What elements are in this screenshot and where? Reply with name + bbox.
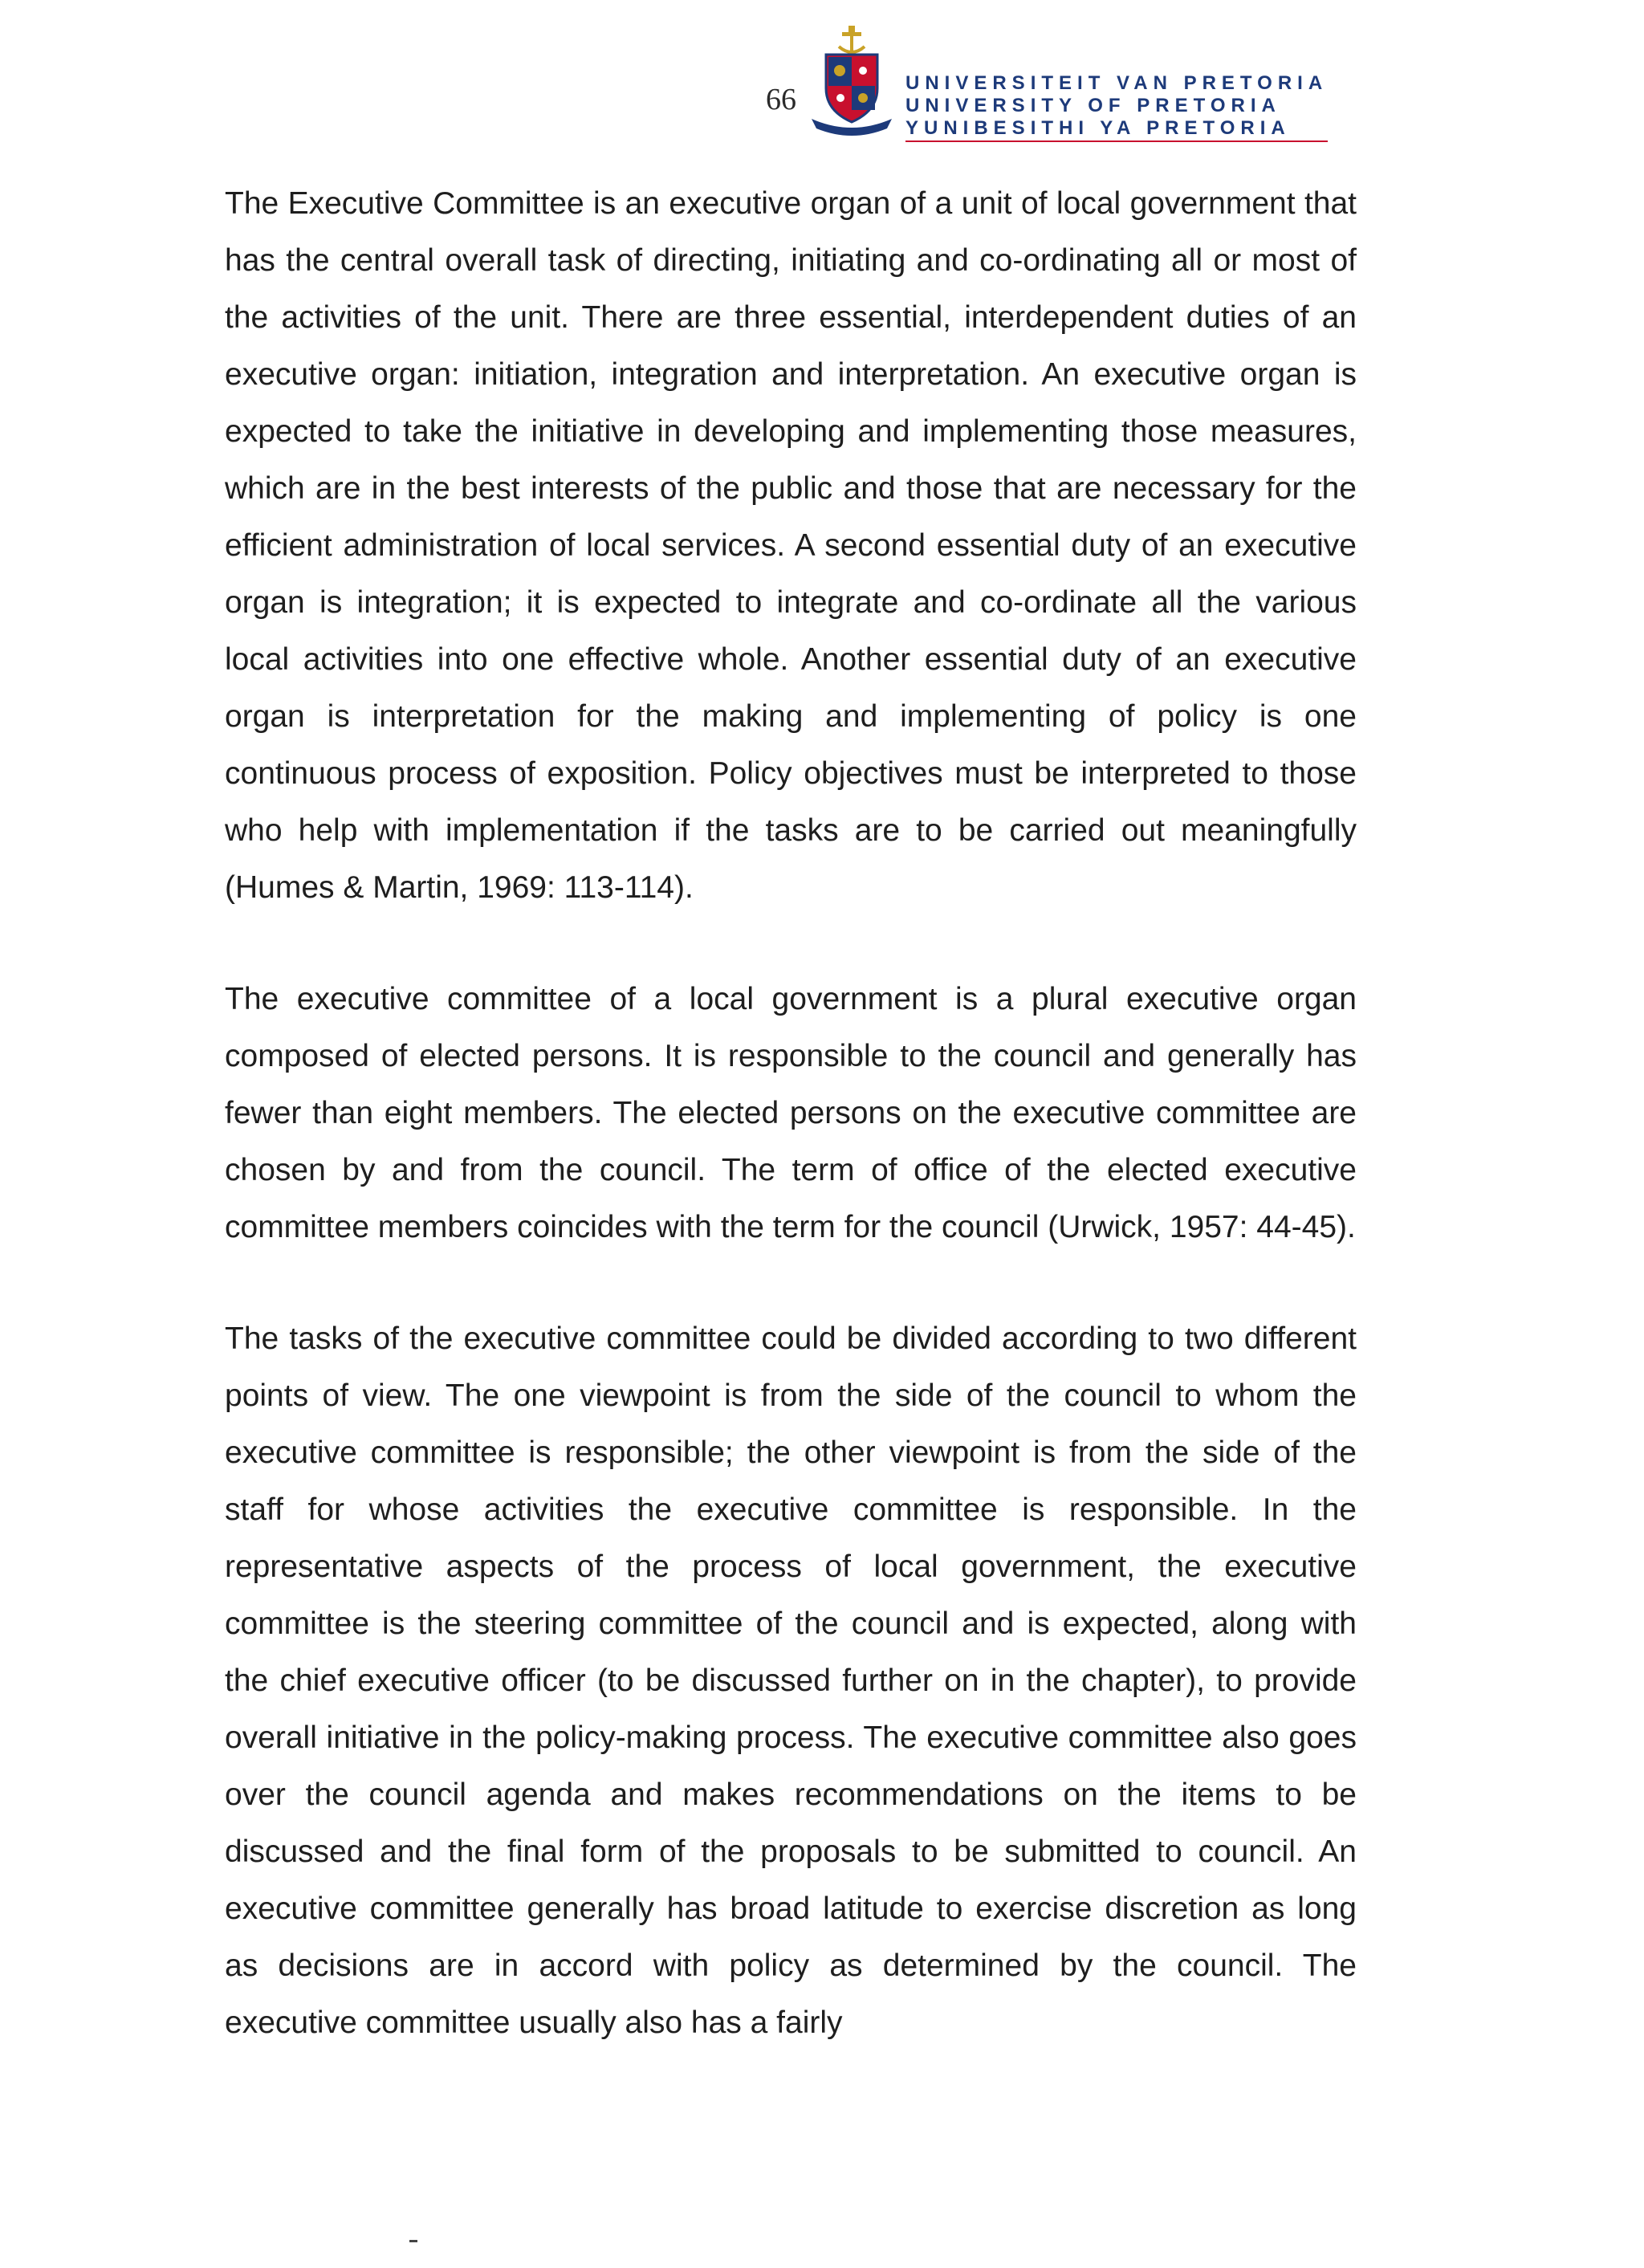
university-name-block: [905, 72, 1328, 142]
paragraph-executive-committee-tasks: The tasks of the executive committee could be divided according to two different points of view. The one viewpoint is from the side of the council to whom the executive committee is responsible; the other viewpoint is from the side of the staff for whose activities the executive committee is responsible. In the representative aspects of the process of local government, the executive committee is the steering committee of the council and is expected, along with the chief executive officer (to be discussed further on in the chapter), to provide overall initiative in the policy-making process. The executive committee also goes over the council agenda and makes recommendations on the items to be discussed and the final form of the proposals to be submitted to council. An executive committee generally has broad latitude to exercise discretion as long as decisions are in accord with policy as determined by the council. The executive committee usually also has a fairly: [225, 1321, 1357, 2040]
paragraph-executive-committee-composition: The executive committee of a local government is a plural executive organ composed of elected persons. It is responsible to the council and generally has fewer than eight members. The elected persons on the executive committee are chosen by and from the council. The term of office of the elected executive committee members coincides with the term for the council (Urwick, 1957: 44-45).: [225, 982, 1357, 1244]
footer-mark: [409, 2240, 417, 2242]
paragraph-executive-committee-definition: The Executive Committee is an executive organ of a unit of local government that has the central overall task of directing, initiating and co-ordinating all or most of the activities of the unit. There are three essential, interdependent duties of an executive organ: initiation, integration and interpretation. An executive organ is expected to take the initiative in developing and implementing those measures, which are in the best interests of the public and those that are necessary for the efficient administration of local services. A second essential duty of an executive organ is integration; it is expected to integrate and co-ordinate all the various local activities into one effective whole. Another essential duty of an executive organ is interpretation for the making and implementing of policy is one continuous process of exposition. Policy objectives must be interpreted to those who help with implementation if the tasks are to be carried out meaningfully (Humes & Martin, 1969: 113-114).: [225, 186, 1357, 905]
crest-shield-icon: [826, 55, 877, 122]
page-number: 66: [766, 83, 796, 116]
university-name-sepedi: YUNIBESITHI YA PRETORIA: [905, 117, 1328, 142]
university-name-english: UNIVERSITY OF PRETORIA: [905, 95, 1281, 116]
university-name-afrikaans: UNIVERSITEIT VAN PRETORIA: [905, 72, 1329, 94]
page-header: [0, 24, 1644, 145]
body-text: [225, 175, 1357, 2106]
university-crest-logo: [807, 24, 897, 136]
crest-anchor-icon: [839, 26, 865, 52]
